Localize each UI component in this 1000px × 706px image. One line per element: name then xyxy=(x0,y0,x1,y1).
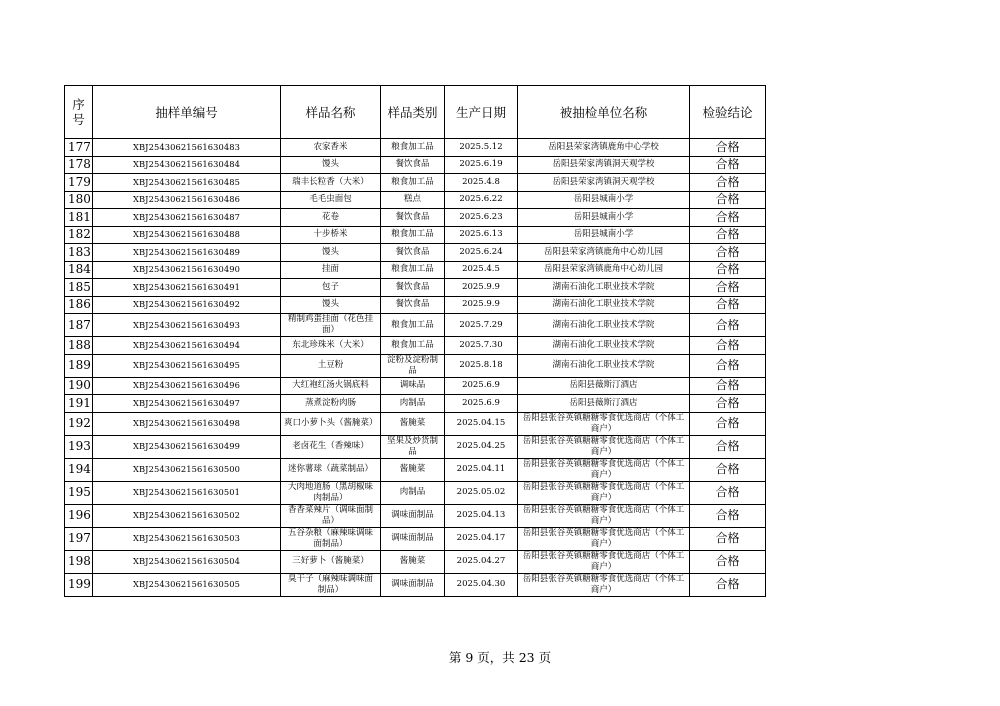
header-sample-name: 样品名称 xyxy=(281,86,381,139)
sample-category-cell: 粮食加工品 xyxy=(381,314,445,337)
table-row xyxy=(65,191,766,209)
result-cell: 合格 xyxy=(690,573,766,596)
row-index-cell: 186 xyxy=(65,296,93,314)
sample-category-cell: 酱腌菜 xyxy=(381,412,445,435)
inspected-unit-cell: 岳阳县薇斯汀酒店 xyxy=(518,377,690,395)
row-index-cell: 192 xyxy=(65,412,93,435)
inspected-unit-cell: 岳阳县张谷英镇糖糖零食优选商店（个体工商户） xyxy=(518,573,690,596)
table-row xyxy=(65,458,766,481)
result-cell: 合格 xyxy=(690,435,766,458)
result-cell: 合格 xyxy=(690,244,766,262)
row-index-cell: 179 xyxy=(65,174,93,192)
result-cell: 合格 xyxy=(690,527,766,550)
sample-category-cell: 餐饮食品 xyxy=(381,296,445,314)
sample-name-cell: 瑞丰长粒香（大米） xyxy=(281,174,381,192)
sample-name-cell: 老卤花生（香辣味） xyxy=(281,435,381,458)
row-index-cell: 196 xyxy=(65,504,93,527)
inspected-unit-cell: 岳阳县张谷英镇糖糖零食优选商店（个体工商户） xyxy=(518,412,690,435)
sample-category-cell: 餐饮食品 xyxy=(381,244,445,262)
sample-code-cell: XBJ25430621561630497 xyxy=(93,395,281,413)
inspected-unit-cell: 湖南石油化工职业技术学院 xyxy=(518,314,690,337)
result-cell: 合格 xyxy=(690,156,766,174)
production-date-cell: 2025.6.19 xyxy=(445,156,518,174)
sample-category-cell: 调味面制品 xyxy=(381,504,445,527)
row-index-cell: 183 xyxy=(65,244,93,262)
sample-code-cell: XBJ25430621561630501 xyxy=(93,481,281,504)
sample-category-cell: 粮食加工品 xyxy=(381,226,445,244)
sample-category-cell: 粮食加工品 xyxy=(381,261,445,279)
row-index-cell: 199 xyxy=(65,573,93,596)
sample-code-cell: XBJ25430621561630499 xyxy=(93,435,281,458)
sample-name-cell: 挂面 xyxy=(281,261,381,279)
inspection-results-table xyxy=(64,85,766,597)
table-row xyxy=(65,573,766,596)
sample-code-cell: XBJ25430621561630496 xyxy=(93,377,281,395)
inspected-unit-cell: 湖南石油化工职业技术学院 xyxy=(518,354,690,377)
sample-name-cell: 臭干子（麻辣味调味面制品） xyxy=(281,573,381,596)
sample-code-cell: XBJ25430621561630504 xyxy=(93,550,281,573)
sample-name-cell: 精制鸡蛋挂面（花色挂面） xyxy=(281,314,381,337)
sample-code-cell: XBJ25430621561630492 xyxy=(93,296,281,314)
sample-category-cell: 粮食加工品 xyxy=(381,139,445,157)
production-date-cell: 2025.6.9 xyxy=(445,395,518,413)
production-date-cell: 2025.04.13 xyxy=(445,504,518,527)
table-row xyxy=(65,412,766,435)
result-cell: 合格 xyxy=(690,279,766,297)
production-date-cell: 2025.04.15 xyxy=(445,412,518,435)
row-index-cell: 190 xyxy=(65,377,93,395)
table-row xyxy=(65,296,766,314)
table-row xyxy=(65,337,766,355)
table-row xyxy=(65,527,766,550)
result-cell: 合格 xyxy=(690,209,766,227)
row-index-cell: 195 xyxy=(65,481,93,504)
inspected-unit-cell: 岳阳县薇斯汀酒店 xyxy=(518,395,690,413)
sample-category-cell: 粮食加工品 xyxy=(381,337,445,355)
row-index-cell: 188 xyxy=(65,337,93,355)
sample-name-cell: 东北珍珠米（大米） xyxy=(281,337,381,355)
production-date-cell: 2025.6.9 xyxy=(445,377,518,395)
inspected-unit-cell: 岳阳县张谷英镇糖糖零食优选商店（个体工商户） xyxy=(518,550,690,573)
sample-category-cell: 坚果及炒货制品 xyxy=(381,435,445,458)
header-result: 检验结论 xyxy=(690,86,766,139)
row-index-cell: 180 xyxy=(65,191,93,209)
sample-code-cell: XBJ25430621561630485 xyxy=(93,174,281,192)
sample-code-cell: XBJ25430621561630505 xyxy=(93,573,281,596)
inspected-unit-cell: 湖南石油化工职业技术学院 xyxy=(518,296,690,314)
sample-code-cell: XBJ25430621561630503 xyxy=(93,527,281,550)
inspected-unit-cell: 岳阳县荣家湾镇洞天观学校 xyxy=(518,174,690,192)
table-row xyxy=(65,139,766,157)
sample-name-cell: 馒头 xyxy=(281,156,381,174)
result-cell: 合格 xyxy=(690,296,766,314)
inspected-unit-cell: 岳阳县张谷英镇糖糖零食优选商店（个体工商户） xyxy=(518,504,690,527)
sample-code-cell: XBJ25430621561630484 xyxy=(93,156,281,174)
table-row xyxy=(65,481,766,504)
sample-category-cell: 酱腌菜 xyxy=(381,550,445,573)
sample-name-cell: 大红袍红汤火锅底料 xyxy=(281,377,381,395)
result-cell: 合格 xyxy=(690,504,766,527)
sample-name-cell: 蒸煮淀粉肉肠 xyxy=(281,395,381,413)
result-cell: 合格 xyxy=(690,261,766,279)
table-row xyxy=(65,395,766,413)
inspected-unit-cell: 岳阳县城南小学 xyxy=(518,191,690,209)
row-index-cell: 178 xyxy=(65,156,93,174)
sample-category-cell: 餐饮食品 xyxy=(381,156,445,174)
inspected-unit-cell: 岳阳县城南小学 xyxy=(518,226,690,244)
sample-name-cell: 馒头 xyxy=(281,296,381,314)
table-body xyxy=(65,139,766,597)
sample-code-cell: XBJ25430621561630493 xyxy=(93,314,281,337)
production-date-cell: 2025.04.25 xyxy=(445,435,518,458)
inspected-unit-cell: 湖南石油化工职业技术学院 xyxy=(518,337,690,355)
result-cell: 合格 xyxy=(690,314,766,337)
table-header-row xyxy=(65,86,766,139)
inspected-unit-cell: 岳阳县荣家湾镇鹿角中心幼儿园 xyxy=(518,244,690,262)
sample-code-cell: XBJ25430621561630486 xyxy=(93,191,281,209)
row-index-cell: 185 xyxy=(65,279,93,297)
row-index-cell: 187 xyxy=(65,314,93,337)
sample-category-cell: 调味面制品 xyxy=(381,527,445,550)
sample-name-cell: 包子 xyxy=(281,279,381,297)
sample-category-cell: 调味面制品 xyxy=(381,573,445,596)
sample-code-cell: XBJ25430621561630489 xyxy=(93,244,281,262)
result-cell: 合格 xyxy=(690,395,766,413)
sample-name-cell: 花卷 xyxy=(281,209,381,227)
table-row xyxy=(65,209,766,227)
sample-code-cell: XBJ25430621561630498 xyxy=(93,412,281,435)
sample-code-cell: XBJ25430621561630491 xyxy=(93,279,281,297)
table-row xyxy=(65,377,766,395)
inspected-unit-cell: 岳阳县张谷英镇糖糖零食优选商店（个体工商户） xyxy=(518,481,690,504)
production-date-cell: 2025.8.18 xyxy=(445,354,518,377)
result-cell: 合格 xyxy=(690,226,766,244)
result-cell: 合格 xyxy=(690,139,766,157)
sample-code-cell: XBJ25430621561630502 xyxy=(93,504,281,527)
result-cell: 合格 xyxy=(690,174,766,192)
inspected-unit-cell: 岳阳县张谷英镇糖糖零食优选商店（个体工商户） xyxy=(518,435,690,458)
result-cell: 合格 xyxy=(690,354,766,377)
sample-category-cell: 肉制品 xyxy=(381,395,445,413)
sample-code-cell: XBJ25430621561630487 xyxy=(93,209,281,227)
sample-code-cell: XBJ25430621561630494 xyxy=(93,337,281,355)
table-row xyxy=(65,435,766,458)
result-cell: 合格 xyxy=(690,191,766,209)
row-index-cell: 198 xyxy=(65,550,93,573)
inspected-unit-cell: 岳阳县荣家湾镇鹿角中心幼儿园 xyxy=(518,261,690,279)
sample-name-cell: 十步桥米 xyxy=(281,226,381,244)
table-row xyxy=(65,174,766,192)
row-index-cell: 182 xyxy=(65,226,93,244)
table-row xyxy=(65,226,766,244)
header-inspected-unit: 被抽检单位名称 xyxy=(518,86,690,139)
production-date-cell: 2025.6.24 xyxy=(445,244,518,262)
row-index-cell: 194 xyxy=(65,458,93,481)
sample-name-cell: 迷你薯球（蔬菜制品） xyxy=(281,458,381,481)
inspected-unit-cell: 湖南石油化工职业技术学院 xyxy=(518,279,690,297)
table-row xyxy=(65,550,766,573)
production-date-cell: 2025.6.22 xyxy=(445,191,518,209)
table-row xyxy=(65,504,766,527)
row-index-cell: 177 xyxy=(65,139,93,157)
production-date-cell: 2025.04.27 xyxy=(445,550,518,573)
production-date-cell: 2025.4.8 xyxy=(445,174,518,192)
sample-category-cell: 酱腌菜 xyxy=(381,458,445,481)
production-date-cell: 2025.05.02 xyxy=(445,481,518,504)
inspected-unit-cell: 岳阳县城南小学 xyxy=(518,209,690,227)
page-number: 第 9 页，共 23 页 xyxy=(448,650,552,665)
table-row xyxy=(65,156,766,174)
inspected-unit-cell: 岳阳县荣家湾镇洞天观学校 xyxy=(518,156,690,174)
sample-category-cell: 餐饮食品 xyxy=(381,279,445,297)
production-date-cell: 2025.4.5 xyxy=(445,261,518,279)
sample-code-cell: XBJ25430621561630483 xyxy=(93,139,281,157)
production-date-cell: 2025.9.9 xyxy=(445,279,518,297)
production-date-cell: 2025.6.13 xyxy=(445,226,518,244)
inspected-unit-cell: 岳阳县荣家湾镇鹿角中心学校 xyxy=(518,139,690,157)
result-cell: 合格 xyxy=(690,377,766,395)
result-cell: 合格 xyxy=(690,412,766,435)
sample-name-cell: 爽口小萝卜头（酱腌菜） xyxy=(281,412,381,435)
production-date-cell: 2025.04.11 xyxy=(445,458,518,481)
sample-category-cell: 餐饮食品 xyxy=(381,209,445,227)
header-sample-code: 抽样单编号 xyxy=(93,86,281,139)
sample-name-cell: 土豆粉 xyxy=(281,354,381,377)
row-index-cell: 193 xyxy=(65,435,93,458)
row-index-cell: 189 xyxy=(65,354,93,377)
result-cell: 合格 xyxy=(690,550,766,573)
table-row xyxy=(65,261,766,279)
row-index-cell: 191 xyxy=(65,395,93,413)
production-date-cell: 2025.5.12 xyxy=(445,139,518,157)
sample-category-cell: 粮食加工品 xyxy=(381,174,445,192)
production-date-cell: 2025.04.30 xyxy=(445,573,518,596)
result-cell: 合格 xyxy=(690,481,766,504)
sample-code-cell: XBJ25430621561630490 xyxy=(93,261,281,279)
production-date-cell: 2025.7.30 xyxy=(445,337,518,355)
row-index-cell: 197 xyxy=(65,527,93,550)
table-row xyxy=(65,279,766,297)
row-index-cell: 184 xyxy=(65,261,93,279)
sample-name-cell: 毛毛虫面包 xyxy=(281,191,381,209)
header-index: 序号 xyxy=(65,86,93,139)
sample-name-cell: 农家香米 xyxy=(281,139,381,157)
sample-name-cell: 三好萝卜（酱腌菜） xyxy=(281,550,381,573)
sample-category-cell: 调味品 xyxy=(381,377,445,395)
production-date-cell: 2025.04.17 xyxy=(445,527,518,550)
sample-category-cell: 肉制品 xyxy=(381,481,445,504)
sample-name-cell: 馒头 xyxy=(281,244,381,262)
sample-name-cell: 香香菜辣片（调味面制品） xyxy=(281,504,381,527)
row-index-cell: 181 xyxy=(65,209,93,227)
table-row xyxy=(65,354,766,377)
sample-category-cell: 淀粉及淀粉制品 xyxy=(381,354,445,377)
header-sample-category: 样品类别 xyxy=(381,86,445,139)
sample-code-cell: XBJ25430621561630495 xyxy=(93,354,281,377)
production-date-cell: 2025.9.9 xyxy=(445,296,518,314)
sample-category-cell: 糕点 xyxy=(381,191,445,209)
sample-code-cell: XBJ25430621561630500 xyxy=(93,458,281,481)
inspected-unit-cell: 岳阳县张谷英镇糖糖零食优选商店（个体工商户） xyxy=(518,458,690,481)
inspected-unit-cell: 岳阳县张谷英镇糖糖零食优选商店（个体工商户） xyxy=(518,527,690,550)
table-row xyxy=(65,314,766,337)
sample-name-cell: 大肉地道肠（黑胡椒味肉制品） xyxy=(281,481,381,504)
result-cell: 合格 xyxy=(690,337,766,355)
table-row xyxy=(65,244,766,262)
production-date-cell: 2025.6.23 xyxy=(445,209,518,227)
result-cell: 合格 xyxy=(690,458,766,481)
sample-code-cell: XBJ25430621561630488 xyxy=(93,226,281,244)
sample-name-cell: 五谷杂粮（麻辣味调味面制品） xyxy=(281,527,381,550)
header-production-date: 生产日期 xyxy=(445,86,518,139)
production-date-cell: 2025.7.29 xyxy=(445,314,518,337)
